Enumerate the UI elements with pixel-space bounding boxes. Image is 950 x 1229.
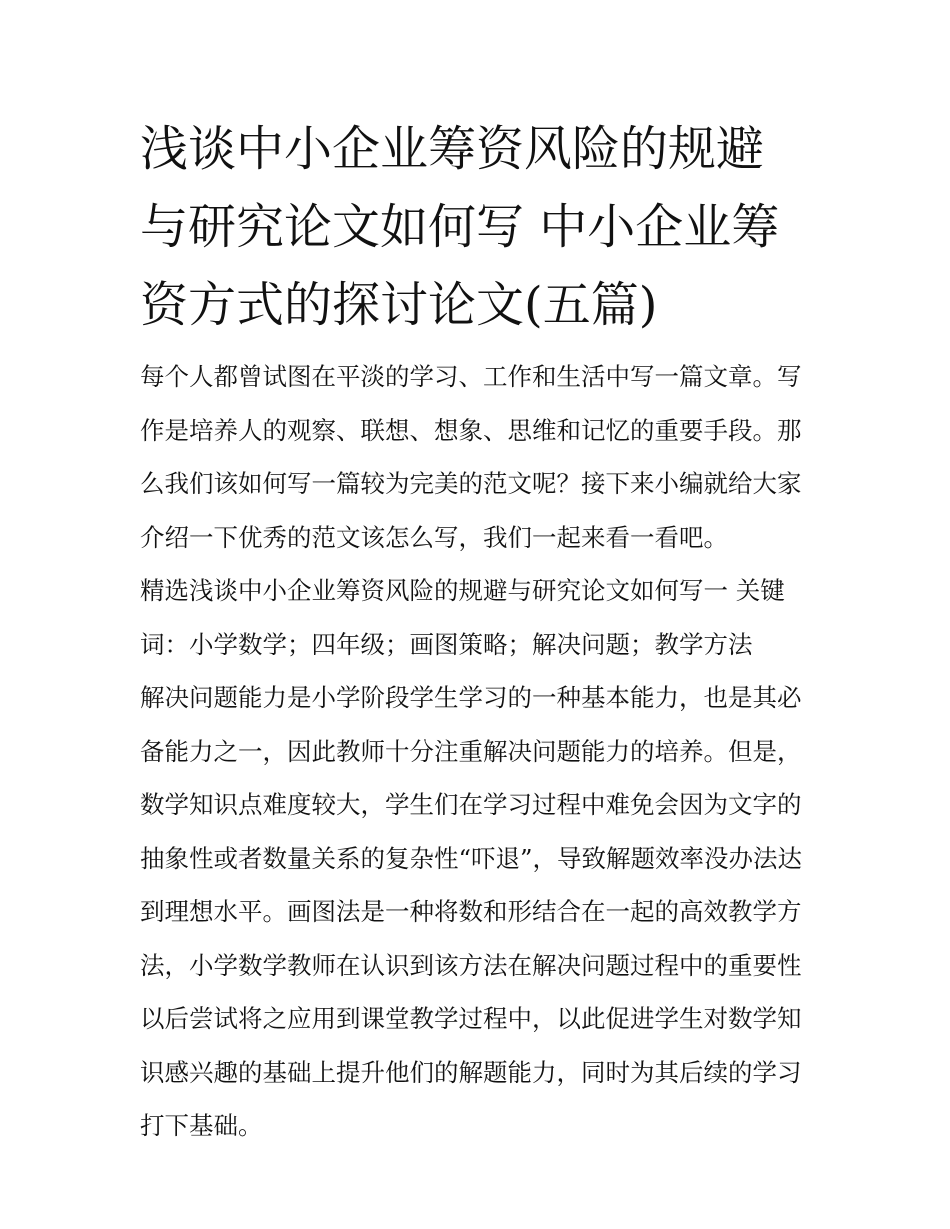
text-line: 备能力之一，因此教师十分注重解决问题能力的培养。但是，	[140, 736, 802, 766]
text-line: 作是培养人的观察、联想、想象、思维和记忆的重要手段。那	[140, 415, 802, 445]
text-line: 抽象性或者数量关系的复杂性“吓退”，导致解题效率没办法达	[140, 843, 803, 873]
text-line: 法，小学数学教师在认识到该方法在解决问题过程中的重要性	[140, 950, 802, 980]
document-page	[140, 110, 812, 1153]
title-line: 资方式的探讨论文(五篇)	[140, 277, 658, 333]
text-line: 打下基础。	[140, 1111, 263, 1140]
text-line: 每个人都曾试图在平淡的学习、工作和生活中写一篇文章。写	[140, 362, 802, 391]
text-line: 到理想水平。画图法是一种将数和形结合在一起的高效教学方	[140, 897, 802, 926]
title-line: 浅谈中小企业筹资风险的规避	[140, 121, 765, 177]
text-line: 数学知识点难度较大，学生们在学习过程中难免会因为文字的	[140, 790, 802, 819]
text-line: 精选浅谈中小企业筹资风险的规避与研究论文如何写一 关键	[140, 576, 785, 605]
section-heading-keywords	[140, 564, 812, 671]
text-line: 词：小学数学；四年级；画图策略；解决问题；教学方法	[140, 629, 753, 659]
text-line: 解决问题能力是小学阶段学生学习的一种基本能力，也是其必	[140, 683, 802, 712]
title-line: 与研究论文如何写 中小企业筹	[140, 199, 780, 255]
document-title	[140, 110, 812, 344]
text-line: 么我们该如何写一篇较为完美的范文呢？接下来小编就给大家	[140, 469, 802, 498]
text-line: 以后尝试将之应用到课堂教学过程中，以此促进学生对数学知	[140, 1004, 802, 1033]
text-line: 介绍一下优秀的范文该怎么写，我们一起来看一看吧。	[140, 522, 728, 552]
intro-paragraph	[140, 350, 812, 564]
document-body	[140, 350, 812, 1153]
text-line: 识感兴趣的基础上提升他们的解题能力，同时为其后续的学习	[140, 1057, 802, 1087]
body-paragraph	[140, 671, 812, 1153]
